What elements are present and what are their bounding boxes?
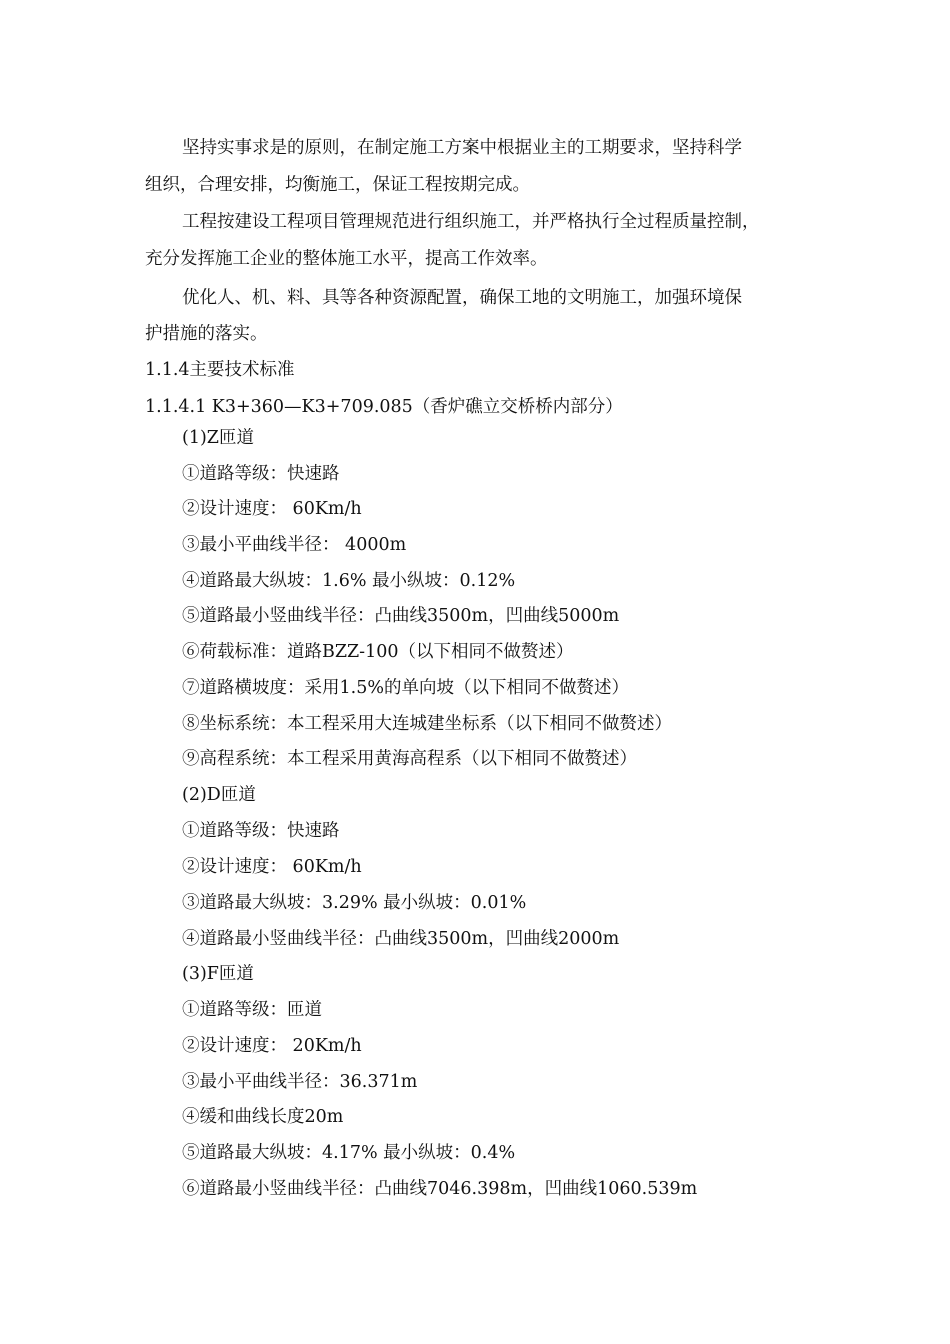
ramp-f-title: (3)F匝道: [182, 964, 254, 984]
ramp-f-item: ⑤道路最大纵坡：4.17% 最小纵坡：0.4%: [182, 1143, 516, 1163]
ramp-z-item: ③最小平曲线半径： 4000m: [182, 535, 407, 555]
ramp-f-item: ④缓和曲线长度20m: [182, 1107, 344, 1127]
ramp-z-item: ⑥荷载标准：道路BZZ-100（以下相同不做赘述）: [182, 642, 574, 662]
ramp-z-item: ④道路最大纵坡：1.6% 最小纵坡：0.12%: [182, 571, 516, 591]
ramp-z-item: ⑦道路横坡度：采用1.5%的单向坡（以下相同不做赘述）: [182, 678, 629, 698]
ramp-z-item: ⑤道路最小竖曲线半径：凸曲线3500m，凹曲线5000m: [182, 606, 620, 626]
section-heading-1-1-4: 1.1.4主要技术标准: [145, 360, 295, 380]
ramp-z-item: ⑨高程系统：本工程采用黄海高程系（以下相同不做赘述）: [182, 749, 637, 769]
ramp-d-item: ②设计速度： 60Km/h: [182, 857, 362, 877]
ramp-d-item: ①道路等级：快速路: [182, 821, 340, 841]
ramp-z-item: ①道路等级：快速路: [182, 464, 340, 484]
intro-paragraph-3-line-2: 护措施的落实。: [145, 324, 268, 344]
ramp-f-item: ③最小平曲线半径：36.371m: [182, 1072, 418, 1092]
ramp-f-item: ①道路等级：匝道: [182, 1000, 322, 1020]
ramp-f-item: ②设计速度： 20Km/h: [182, 1036, 362, 1056]
ramp-z-item: ⑧坐标系统：本工程采用大连城建坐标系（以下相同不做赘述）: [182, 714, 672, 734]
ramp-d-item: ④道路最小竖曲线半径：凸曲线3500m，凹曲线2000m: [182, 929, 620, 949]
intro-paragraph-1-line-1: 坚持实事求是的原则，在制定施工方案中根据业主的工期要求，坚持科学: [182, 138, 742, 158]
intro-paragraph-1-line-2: 组织，合理安排，均衡施工，保证工程按期完成。: [145, 175, 530, 195]
ramp-z-title: (1)Z匝道: [182, 428, 254, 448]
ramp-f-item: ⑥道路最小竖曲线半径：凸曲线7046.398m，凹曲线1060.539m: [182, 1179, 698, 1199]
intro-paragraph-2-line-1: 工程按建设工程项目管理规范进行组织施工，并严格执行全过程质量控制，: [182, 212, 760, 232]
ramp-d-item: ③道路最大纵坡：3.29% 最小纵坡：0.01%: [182, 893, 527, 913]
ramp-z-item: ②设计速度： 60Km/h: [182, 499, 362, 519]
ramp-d-title: (2)D匝道: [182, 785, 256, 805]
section-heading-1-1-4-1: 1.1.4.1 K3+360—K3+709.085（香炉礁立交桥桥内部分）: [145, 397, 623, 417]
intro-paragraph-3-line-1: 优化人、机、料、具等各种资源配置，确保工地的文明施工，加强环境保: [182, 288, 742, 308]
intro-paragraph-2-line-2: 充分发挥施工企业的整体施工水平，提高工作效率。: [145, 249, 548, 269]
